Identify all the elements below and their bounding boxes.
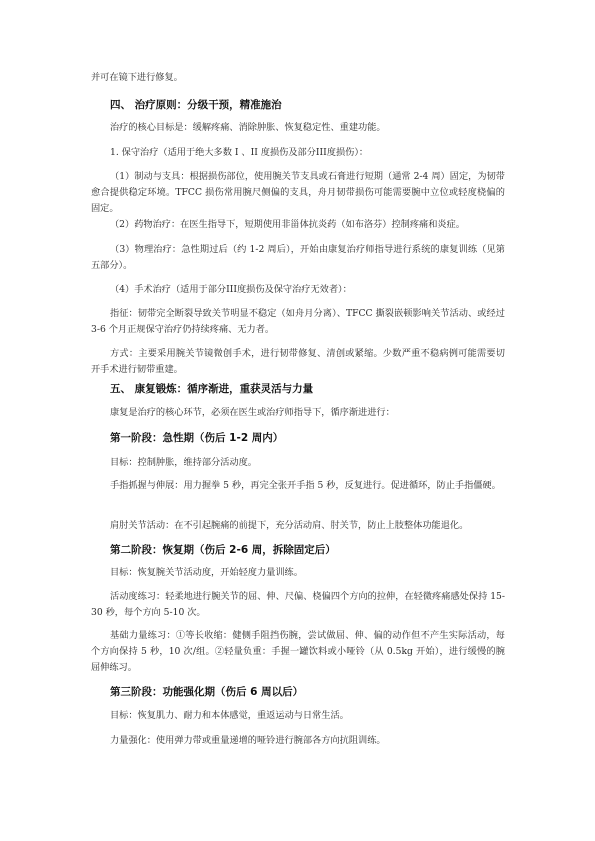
stage-heading-functional: 第三阶段：功能强化期（伤后 6 周以后）	[110, 686, 304, 698]
stage-heading-acute: 第一阶段：急性期（伤后 1-2 周内）	[110, 432, 284, 444]
paragraph-treatment-goal: 治疗的核心目标是：缓解疼痛、消除肿胀、恢复稳定性、重建功能。	[110, 122, 386, 133]
paragraph-basic-strength: 基础力量练习：①等长收缩：健侧手阻挡伤腕，尝试做屈、伸、偏的动作但不产生实际活动，每个方向保持 5 秒，10 次/组。②轻量负重：手握一罐饮料或小哑铃（从 0.5kg 开始），进行缓慢的腕屈伸练习。	[91, 630, 505, 673]
stage-heading-recovery: 第二阶段：恢复期（伤后 2-6 周，拆除固定后）	[110, 544, 336, 556]
paragraph-immobilization: （1）制动与支具：根据损伤部位，使用腕关节支具或石膏进行短期（通常 2-4 周）固定，为韧带愈合提供稳定环境。TFCC 损伤常用腕尺侧偏的支具，舟月韧带损伤可能需要腕中立位或轻度桡偏的固定。	[91, 171, 505, 214]
paragraph-stage1-goal: 目标：控制肿胀，维持部分活动度。	[110, 457, 257, 468]
paragraph-strength-training: 力量强化：使用弹力带或重量递增的哑铃进行腕部各方向抗阻训练。	[110, 735, 386, 746]
paragraph-rehab-intro: 康复是治疗的核心环节，必须在医生或治疗师指导下，循序渐进进行：	[110, 407, 395, 418]
paragraph-continuation: 并可在镜下进行修复。	[91, 72, 183, 83]
paragraph-range-of-motion: 活动度练习：轻柔地进行腕关节的屈、伸、尺偏、桡偏四个方向的拉伸，在轻微疼痛感处保持 15-30 秒，每个方向 5-10 次。	[91, 591, 505, 618]
paragraph-shoulder-elbow: 肩肘关节活动：在不引起腕痛的前提下，充分活动肩、肘关节，防止上肢整体功能退化。	[110, 520, 469, 531]
paragraph-indications: 指征：韧带完全断裂导致关节明显不稳定（如舟月分离）、TFCC 撕裂嵌顿影响关节活动、或经过 3-6 个月正规保守治疗仍持续疼痛、无力者。	[91, 308, 505, 335]
paragraph-physical-therapy: （3）物理治疗：急性期过后（约 1-2 周后），开始由康复治疗师指导进行系统的康复训练（见第五部分）。	[91, 244, 505, 271]
paragraph-surgery-method: 方式：主要采用腕关节镜微创手术，进行韧带修复、清创或紧缩。少数严重不稳病例可能需要切开手术进行韧带重建。	[91, 348, 505, 375]
paragraph-stage3-goal: 目标：恢复肌力、耐力和本体感觉，重返运动与日常生活。	[110, 710, 349, 721]
section-heading-treatment: 四、 治疗原则：分级干预，精准施治	[110, 99, 282, 111]
paragraph-medication: （2）药物治疗：在医生指导下，短期使用非甾体抗炎药（如布洛芬）控制疼痛和炎症。	[110, 219, 465, 230]
paragraph-conservative-treatment: 1. 保守治疗（适用于绝大多数 I 、II 度损伤及部分III度损伤）：	[110, 147, 369, 158]
paragraph-surgery: （4）手术治疗（适用于部分III度损伤及保守治疗无效者）：	[110, 284, 352, 295]
paragraph-stage2-goal: 目标：恢复腕关节活动度，开始轻度力量训练。	[110, 567, 303, 578]
paragraph-finger-exercise: 手指抓握与伸展：用力握拳 5 秒，再完全张开手指 5 秒，反复进行。促进循环，防止手指僵硬。	[110, 480, 501, 491]
section-heading-rehabilitation: 五、 康复锻炼：循序渐进，重获灵活与力量	[110, 383, 314, 395]
